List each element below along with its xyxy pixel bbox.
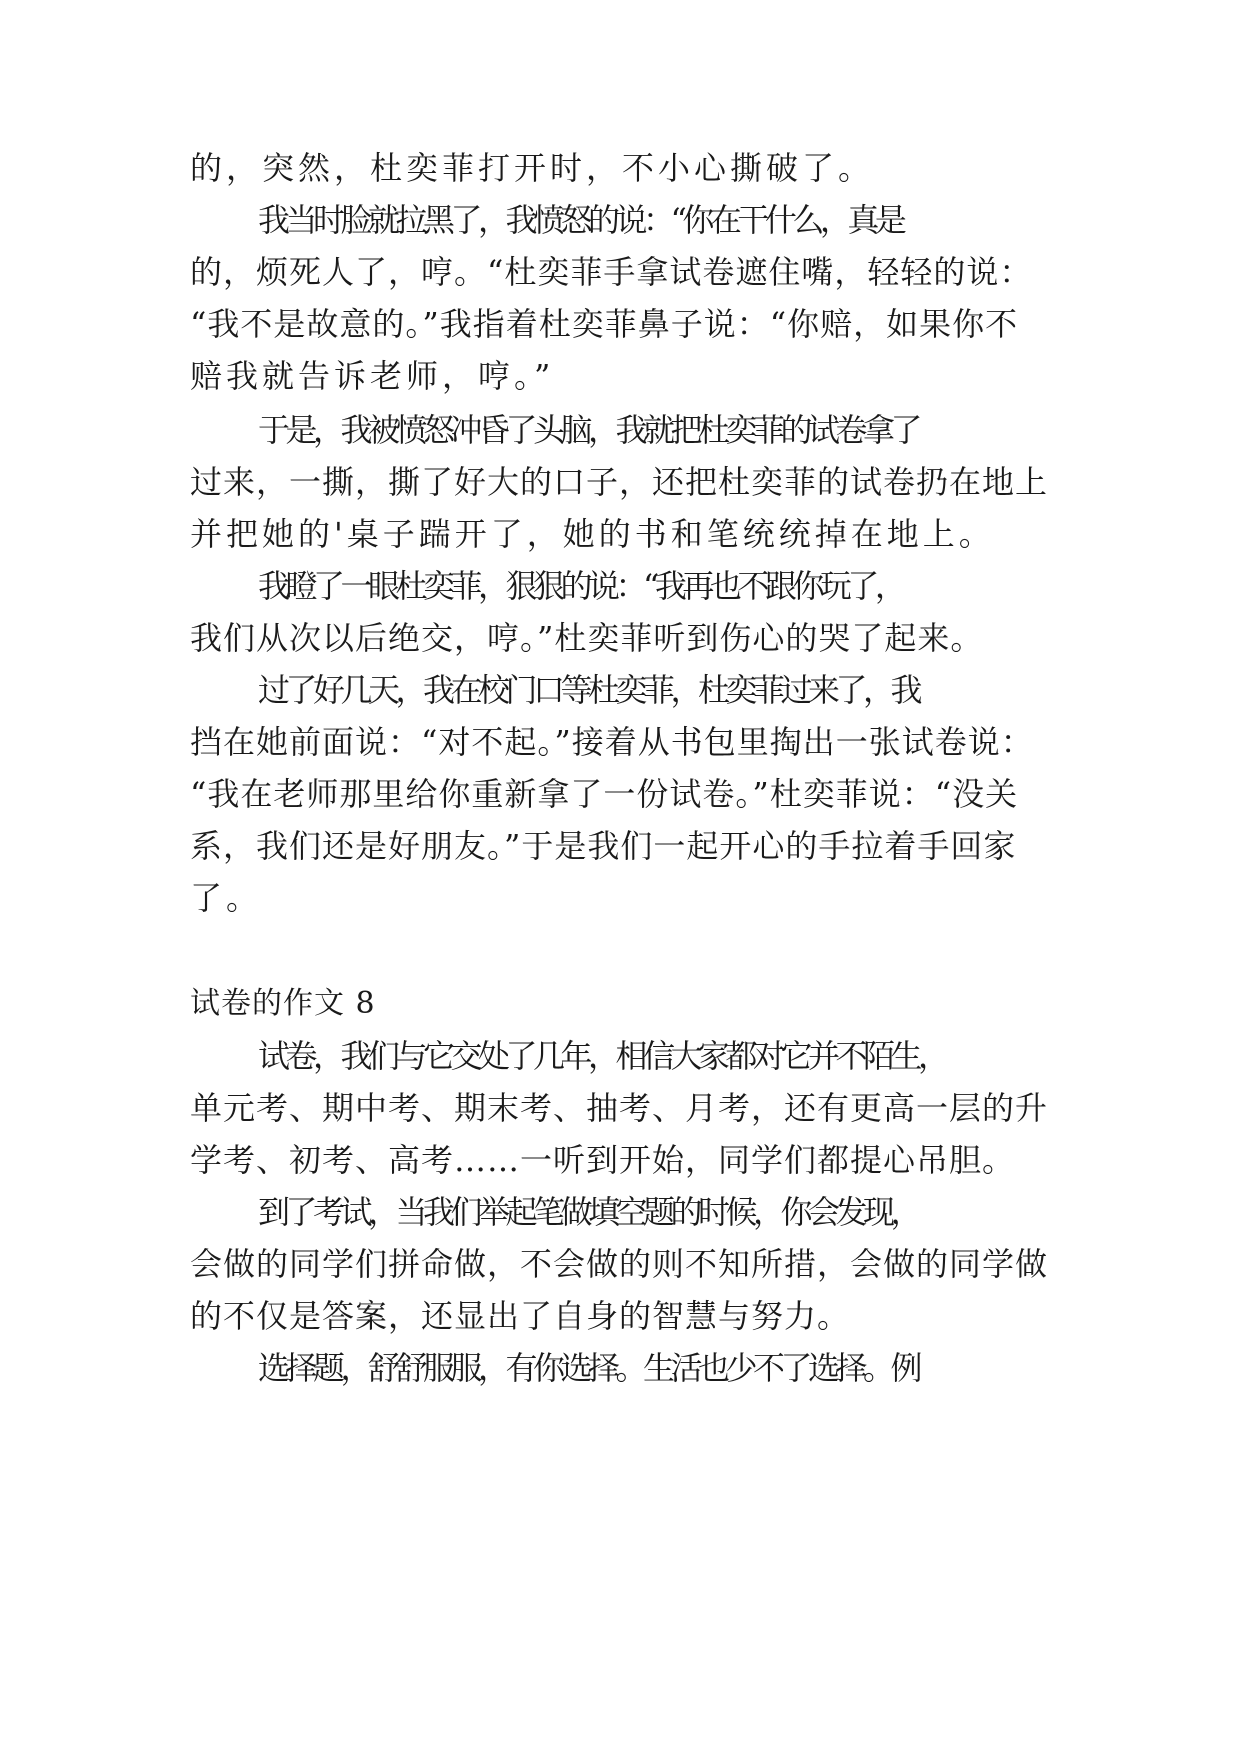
text-line: 到了考试，当我们举起笔做填空题的时候，你会发现， xyxy=(258,1193,919,1231)
text-line: 的不仅是答案，还显出了自身的智慧与努力。 xyxy=(190,1297,851,1335)
text-line: 会做的同学们拼命做，不会做的则不知所措，会做的同学做 xyxy=(190,1245,1049,1283)
text-line: “我不是故意的。”我指着杜奕菲鼻子说：“你赔，如果你不 xyxy=(190,305,1019,343)
text-line: 了。 xyxy=(190,879,263,917)
text-line: 我瞪了一眼杜奕菲，狠狠的说：“我再也不跟你玩了， xyxy=(258,567,903,605)
text-line: 单元考、期中考、期末考、抽考、月考，还有更高一层的升 xyxy=(190,1089,1049,1127)
text-line: 我当时脸就拉黑了，我愤怒的说：“你在干什么，真是 xyxy=(258,201,903,239)
text-line: 我们从次以后绝交，哼。”杜奕菲听到伤心的哭了起来。 xyxy=(190,619,984,657)
text-line: 挡在她前面说：“对不起。”接着从书包里掏出一张试卷说： xyxy=(190,723,1034,761)
text-line: 过了好几天，我在校门口等杜奕菲，杜奕菲过来了，我 xyxy=(258,671,919,709)
text-line: 选择题，舒舒服服，有你选择。生活也少不了选择。例 xyxy=(258,1349,919,1387)
text-line: 的，突然，杜奕菲打开时，不小心撕破了。 xyxy=(190,149,875,187)
text-line: 过来，一撕，撕了好大的口子，还把杜奕菲的试卷扔在地上 xyxy=(190,463,1049,501)
text-line: 试卷，我们与它交处了几年，相信大家都对它并不陌生， xyxy=(258,1037,946,1075)
text-line: 于是，我被愤怒冲昏了头脑，我就把杜奕菲的试卷拿了 xyxy=(258,411,919,449)
text-line: 并把她的'桌子踹开了，她的书和笔统统掉在地上。 xyxy=(190,515,995,553)
section-title: 试卷的作文 8 xyxy=(190,986,376,1021)
text-line: 系，我们还是好朋友。”于是我们一起开心的手拉着手回家 xyxy=(190,827,1017,865)
text-line: 学考、初考、高考……一听到开始，同学们都提心吊胆。 xyxy=(190,1141,1016,1179)
text-line: “我在老师那里给你重新拿了一份试卷。”杜奕菲说：“没关 xyxy=(190,775,1019,813)
text-line: 赔我就告诉老师，哼。” xyxy=(190,357,555,395)
text-line: 的，烦死人了，哼。“杜奕菲手拿试卷遮住嘴，轻轻的说： xyxy=(190,253,1033,291)
